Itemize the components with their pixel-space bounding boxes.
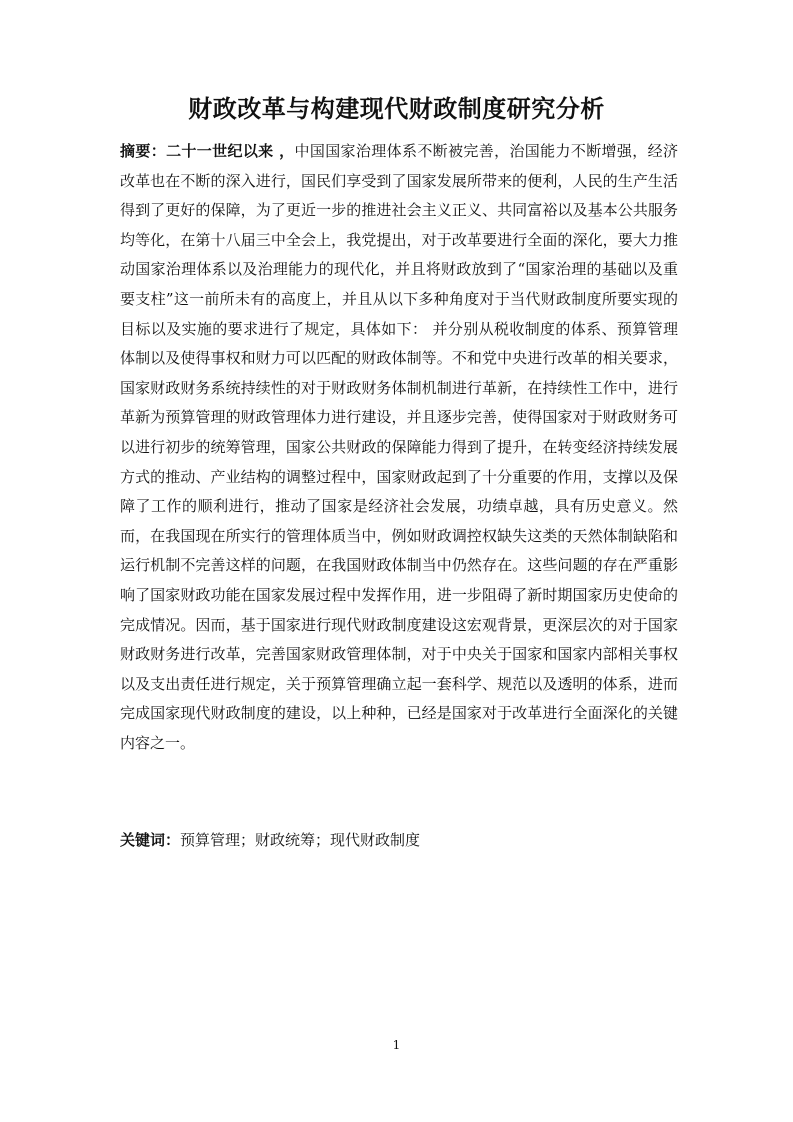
page-number: 1 [392,1038,401,1052]
abstract-lead: 二十一世纪以来 ， [166,142,295,160]
abstract-label: 摘要： [120,142,167,160]
keywords-line [120,826,678,854]
abstract-paragraph [120,137,678,758]
keywords-text: 预算管理；财政统筹；现代财政制度 [180,831,421,849]
keywords-label: 关键词： [120,831,181,849]
page-title: 财政改革与构建现代财政制度研究分析 [188,95,605,123]
abstract-body: 中国国家治理体系不断被完善，治国能力不断增强，经济改革也在不断的深入进行，国民们享受到了国家发展所带来的便利，人民的生产生活得到了更好的保障，为了更近一步的推进社会主义正义、共同富裕以及基本公共服务均等化，在第十八届三中全会上，我党提出，对于改革要进行全面的深化，要大力推动国家治理体系以及治理能力的现代化，并且将财政放到了“国家治理的基础以及重要支柱”这一前所未有的高度上，并且从以下多种角度对于当代财政制度所要实现的目标以及实施的要求进行了规定，具体如下： 并分别从税收制度的体系、预算管理体制以及使得事权和财力可以匹配的财政体制等。不和党中央进行改革的相关要求，国家财政财务系统持续性的对于财政财务体制机制进行革新，在持续性工作中，进行革新为预算管理的财政管理体力进行建设，并且逐步完善，使得国家对于财政财务可以进行初步的统筹管理，国家公共财政的保障能力得到了提升，在转变经济持续发展方式的推动、产业结构的调整过程中，国家财政起到了十分重要的作用，支撑以及保障了工作的顺利进行，推动了国家是经济社会发展，功绩卓越，具有历史意义。然而，在我国现在所实行的管理体质当中，例如财政调控权缺失这类的天然体制缺陷和运行机制不完善这样的问题，在我国财政体制当中仍然存在。这些问题的存在严重影响了国家财政功能在国家发展过程中发挥作用，进一步阻碍了新时期国家历史使命的完成情况。因而，基于国家进行现代财政制度建设这宏观背景，更深层次的对于国家财政财务进行改革，完善国家财政管理体制，对于中央关于国家和国家内部相关事权以及支出责任进行规定，关于预算管理确立起一套科学、规范以及透明的体系，进而完成国家现代财政制度的建设，以上种种，已经是国家对于改革进行全面深化的关键内容之一。 [120,142,678,752]
